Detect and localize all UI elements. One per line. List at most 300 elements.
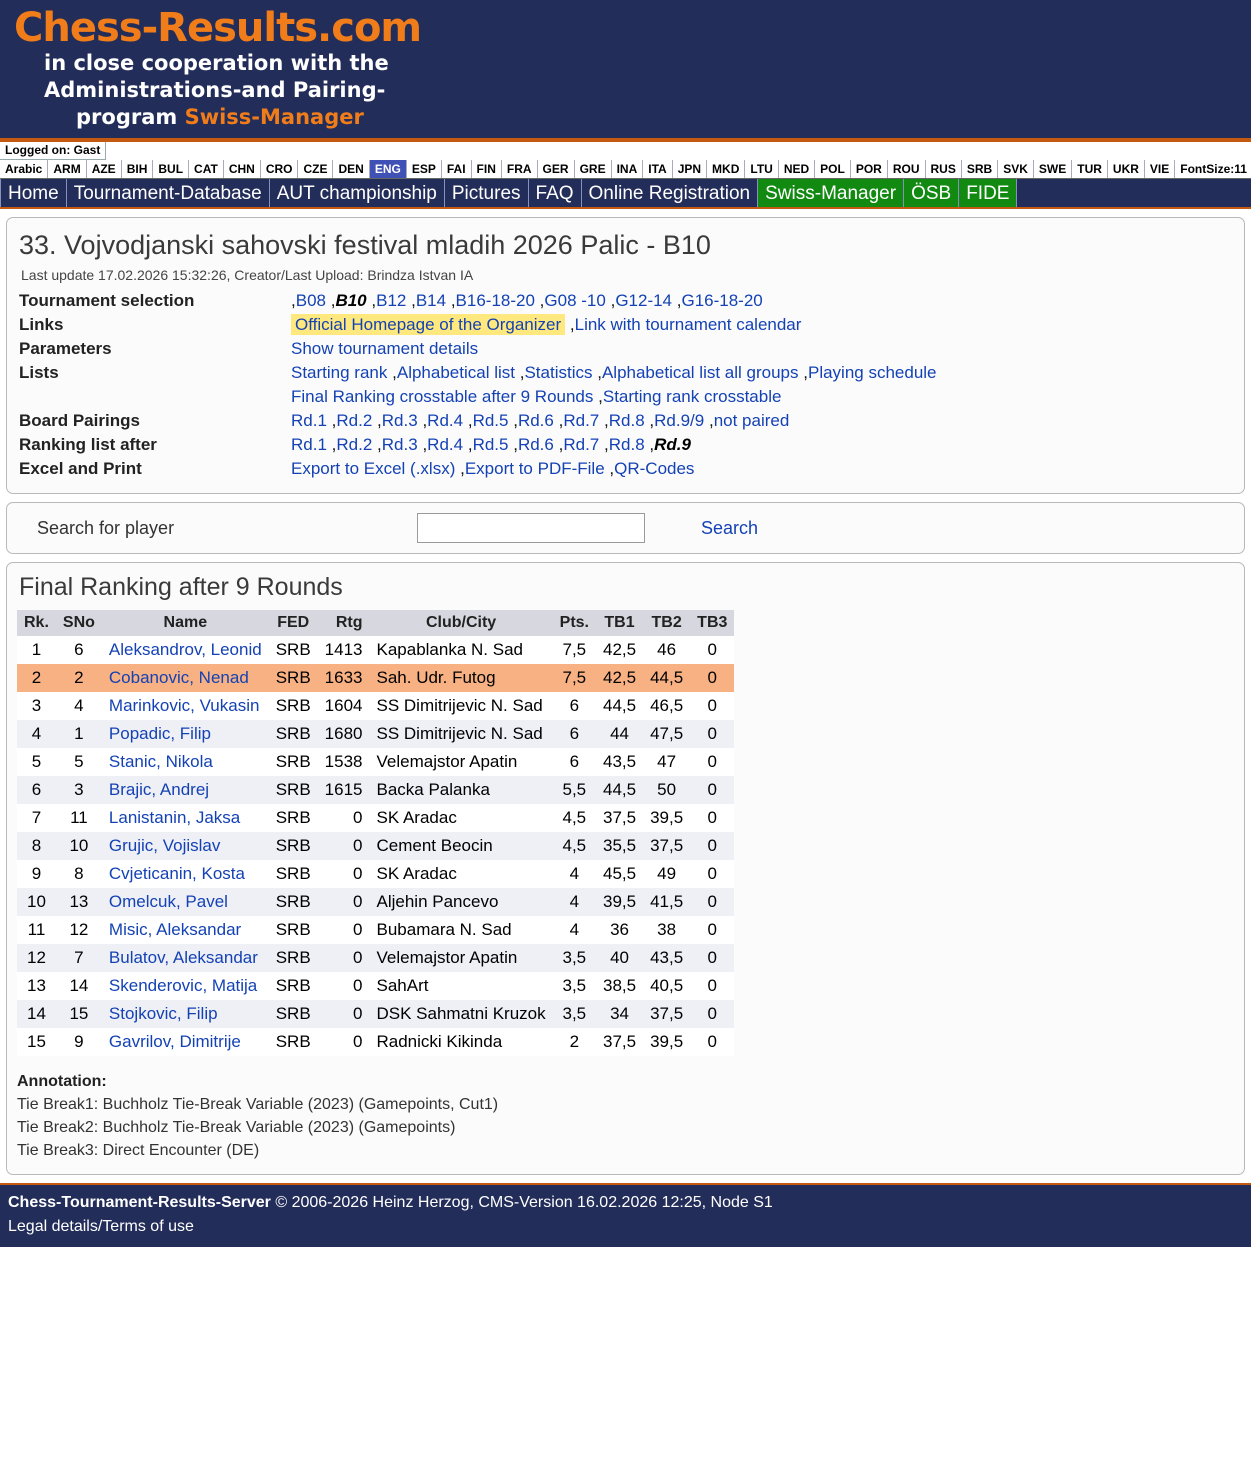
language-option-esp[interactable]: ESP [407,160,442,178]
language-option-ger[interactable]: GER [538,160,575,178]
cell-sno: 6 [56,636,102,664]
cell-tb2: 39,5 [643,1028,690,1056]
info-separator: , [411,291,416,310]
cell-tb1: 34 [596,1000,643,1028]
cell-sno: 4 [56,692,102,720]
language-option-fai[interactable]: FAI [442,160,472,178]
language-option-ita[interactable]: ITA [643,160,672,178]
language-option-arabic[interactable]: Arabic [0,160,48,178]
info-link[interactable]: Show tournament details [291,339,479,358]
cell-rk: 11 [17,916,56,944]
nav-item--sb[interactable]: ÖSB [904,179,959,207]
info-link[interactable]: Alphabetical list [396,363,515,382]
language-option-gre[interactable]: GRE [575,160,612,178]
cell-rtg: 0 [318,916,370,944]
search-input[interactable] [417,513,645,543]
player-name-link[interactable]: Cobanovic, Nenad [108,668,249,687]
info-separator: , [377,435,382,454]
cell-tb2: 41,5 [643,888,690,916]
language-bar[interactable] [0,160,1251,179]
cell-tb1: 44 [596,720,643,748]
table-row [17,916,734,944]
cell-fed: SRB [269,664,318,692]
cell-pts: 4 [553,860,596,888]
info-link[interactable]: Rd.4 [427,411,464,430]
cell-rtg: 0 [318,888,370,916]
language-option-cze[interactable]: CZE [298,160,333,178]
ranking-column-header[interactable]: Rk. [17,610,56,636]
ranking-column-header[interactable]: SNo [56,610,102,636]
info-row-label: Parameters [19,339,112,358]
cell-name [102,720,269,748]
info-link[interactable]: Rd.3 [381,411,418,430]
cell-club: SS Dimitrijevic N. Sad [370,720,553,748]
cell-sno: 3 [56,776,102,804]
cell-rk: 6 [17,776,56,804]
cell-club: Bubamara N. Sad [370,916,553,944]
cell-tb1: 37,5 [596,1028,643,1056]
cell-sno: 7 [56,944,102,972]
info-row [19,457,937,481]
player-name-link[interactable]: Lanistanin, Jaksa [108,808,241,827]
info-separator: , [604,435,609,454]
info-separator: , [450,291,456,310]
banner-swiss-manager-word: Swiss-Manager [184,105,364,129]
main-navigation[interactable] [0,179,1251,209]
info-link[interactable]: Playing schedule [807,363,937,382]
banner-subtitle-1: in close cooperation with the [44,51,389,75]
cell-club: Velemajstor Apatin [370,748,553,776]
info-row [19,313,937,337]
cell-rk: 15 [17,1028,56,1056]
language-option-svk[interactable]: SVK [998,160,1034,178]
ranking-column-header[interactable]: Club/City [370,610,553,636]
cell-rtg: 0 [318,944,370,972]
info-link[interactable]: Rd.9/9 [654,411,705,430]
cell-club: Velemajstor Apatin [370,944,553,972]
info-separator: , [330,291,336,310]
info-separator: , [539,291,545,310]
player-name-link[interactable]: Stanic, Nikola [108,752,213,771]
cell-pts: 7,5 [553,664,596,692]
cell-rk: 14 [17,1000,56,1028]
language-option-cat[interactable]: CAT [189,160,224,178]
cell-fed: SRB [269,776,318,804]
info-link[interactable]: Rd.7 [563,411,600,430]
nav-item-fide[interactable]: FIDE [959,179,1017,207]
banner-subtitle-3 [76,104,1251,131]
cell-club: Backa Palanka [370,776,553,804]
ranking-column-header[interactable]: TB2 [643,610,690,636]
annotation-title: Annotation: [17,1073,107,1090]
info-separator: , [708,411,714,430]
annotation-line: Tie Break3: Direct Encounter (DE) [17,1142,260,1159]
cell-rk: 9 [17,860,56,888]
info-link[interactable]: Rd.5 [472,411,509,430]
cell-pts: 3,5 [553,972,596,1000]
cell-name [102,748,269,776]
cell-rtg: 0 [318,972,370,1000]
player-name-link[interactable]: Skenderovic, Matija [108,976,258,995]
site-banner [0,0,1251,140]
info-row-label: Lists [19,363,59,382]
info-link[interactable]: B12 [376,291,407,310]
cell-tb3: 0 [690,720,734,748]
info-separator: , [291,291,296,310]
info-link[interactable]: Alphabetical list all groups [601,363,799,382]
cell-pts: 2 [553,1028,596,1056]
cell-club: Radnicki Kikinda [370,1028,553,1056]
info-separator: , [649,411,655,430]
cell-tb2: 46,5 [643,692,690,720]
info-separator: , [558,411,564,430]
info-separator: , [649,435,655,454]
cell-fed: SRB [269,916,318,944]
language-option-bih[interactable]: BIH [122,160,154,178]
language-option-bul[interactable]: BUL [153,160,189,178]
language-option-den[interactable]: DEN [333,160,369,178]
cell-club: Sah. Udr. Futog [370,664,553,692]
cell-name [102,972,269,1000]
table-row [17,748,734,776]
nav-item-pictures[interactable]: Pictures [445,179,529,207]
cell-sno: 14 [56,972,102,1000]
info-link[interactable]: Rd.1 [291,411,327,430]
cell-rk: 12 [17,944,56,972]
info-row-values [291,457,937,481]
info-row [19,433,937,457]
cell-club: Cement Beocin [370,832,553,860]
footer-legal-link[interactable]: Legal details/Terms of use [8,1218,194,1235]
cell-pts: 3,5 [553,1000,596,1028]
annotation-line: Tie Break1: Buchholz Tie-Break Variable (2023) (Gamepoints, Cut1) [17,1096,499,1113]
info-link[interactable]: Starting rank [291,363,388,382]
table-row [17,664,734,692]
info-current-selection: B10 [335,291,367,310]
nav-item-swiss-manager[interactable]: Swiss-Manager [758,179,904,207]
language-option-arm[interactable]: ARM [48,160,86,178]
player-name-link[interactable]: Marinkovic, Vukasin [108,696,260,715]
info-row [19,337,937,361]
logged-on-label: Logged on: Gast [0,142,106,160]
info-link[interactable]: Link with tournament calendar [574,315,802,334]
cell-tb1: 37,5 [596,804,643,832]
player-name-link[interactable]: Omelcuk, Pavel [108,892,228,911]
ranking-column-header[interactable]: TB3 [690,610,734,636]
cell-pts: 4 [553,888,596,916]
cell-sno: 2 [56,664,102,692]
cell-pts: 6 [553,720,596,748]
cell-rk: 10 [17,888,56,916]
info-separator: , [609,459,615,478]
language-option-swe[interactable]: SWE [1034,160,1072,178]
info-row [19,385,937,409]
info-link[interactable]: Rd.2 [336,435,373,454]
info-row-values [291,409,937,433]
language-option-ina[interactable]: INA [612,160,644,178]
cell-fed: SRB [269,972,318,1000]
info-link-highlighted[interactable]: Official Homepage of the Organizer [291,314,565,335]
cell-rtg: 1615 [318,776,370,804]
info-link[interactable]: Statistics [524,363,593,382]
annotation-lines [17,1093,1234,1162]
cell-tb2: 50 [643,776,690,804]
cell-sno: 10 [56,832,102,860]
info-link[interactable]: Rd.8 [608,435,645,454]
info-link[interactable]: QR-Codes [614,459,695,478]
language-option-aze[interactable]: AZE [87,160,122,178]
cell-rtg: 0 [318,1028,370,1056]
cell-pts: 6 [553,692,596,720]
info-link[interactable]: Rd.7 [563,435,600,454]
player-name-link[interactable]: Brajic, Andrej [108,780,210,799]
site-footer [0,1183,1251,1247]
cell-tb3: 0 [690,664,734,692]
cell-rtg: 1680 [318,720,370,748]
player-name-link[interactable]: Aleksandrov, Leonid [108,640,262,659]
cell-club: SahArt [370,972,553,1000]
info-link[interactable]: Export to Excel (.xlsx) [291,459,456,478]
info-link[interactable]: Rd.1 [291,435,327,454]
player-name-link[interactable]: Grujic, Vojislav [108,836,221,855]
language-option-jpn[interactable]: JPN [673,160,707,178]
info-row-values [291,433,937,457]
cell-pts: 6 [553,748,596,776]
cell-name [102,636,269,664]
info-link[interactable]: Rd.3 [381,435,418,454]
cell-sno: 9 [56,1028,102,1056]
table-row [17,832,734,860]
tournament-info-panel [6,217,1245,494]
info-separator: , [610,291,616,310]
cell-rk: 5 [17,748,56,776]
cell-tb3: 0 [690,916,734,944]
nav-item-tournament-database[interactable]: Tournament-Database [67,179,270,207]
language-option-srb[interactable]: SRB [962,160,998,178]
ranking-column-header[interactable]: Name [102,610,269,636]
info-separator: , [558,435,564,454]
cell-name [102,776,269,804]
info-row-label: Ranking list after [19,435,157,454]
table-row [17,692,734,720]
ranking-column-header[interactable]: FED [269,610,318,636]
cell-tb1: 35,5 [596,832,643,860]
cell-tb2: 40,5 [643,972,690,1000]
info-current-selection: Rd.9 [654,435,691,454]
info-link[interactable]: B16-18-20 [455,291,535,310]
player-name-link[interactable]: Stojkovic, Filip [108,1004,218,1023]
cell-name [102,664,269,692]
cell-rtg: 1633 [318,664,370,692]
nav-item-aut-championship[interactable]: AUT championship [270,179,445,207]
language-option-tur[interactable]: TUR [1072,160,1108,178]
language-option-ltu[interactable]: LTU [745,160,778,178]
language-option-ukr[interactable]: UKR [1108,160,1145,178]
cell-fed: SRB [269,804,318,832]
info-link[interactable]: Rd.2 [336,411,373,430]
language-option-ned[interactable]: NED [779,160,815,178]
player-name-link[interactable]: Misic, Aleksandar [108,920,242,939]
cell-pts: 3,5 [553,944,596,972]
info-row [19,289,937,313]
player-name-link[interactable]: Popadic, Filip [108,724,211,743]
info-row-label: Links [19,315,64,334]
cell-rk: 8 [17,832,56,860]
language-option-pol[interactable]: POL [815,160,851,178]
cell-rk: 3 [17,692,56,720]
info-link[interactable]: G16-18-20 [681,291,763,310]
info-link[interactable]: Rd.4 [427,435,464,454]
info-separator: , [392,363,397,382]
cell-name [102,692,269,720]
cell-fed: SRB [269,720,318,748]
language-option-eng[interactable]: ENG [370,160,407,178]
language-option-rou[interactable]: ROU [888,160,926,178]
cell-fed: SRB [269,888,318,916]
info-row-label [19,385,291,409]
cell-tb3: 0 [690,804,734,832]
cell-fed: SRB [269,832,318,860]
info-link[interactable]: Rd.6 [517,411,554,430]
language-option-fra[interactable]: FRA [502,160,538,178]
cell-pts: 4,5 [553,832,596,860]
cell-club: SS Dimitrijevic N. Sad [370,692,553,720]
player-name-link[interactable]: Bulatov, Aleksandar [108,948,258,967]
cell-rtg: 1413 [318,636,370,664]
cell-pts: 4,5 [553,804,596,832]
cell-sno: 15 [56,1000,102,1028]
cell-rtg: 1604 [318,692,370,720]
cell-tb3: 0 [690,776,734,804]
cell-tb1: 45,5 [596,860,643,888]
cell-fed: SRB [269,944,318,972]
info-separator: , [467,435,473,454]
table-row [17,636,734,664]
cell-tb2: 47 [643,748,690,776]
info-link[interactable]: Starting rank crosstable [602,387,782,406]
cell-name [102,916,269,944]
info-separator: , [519,363,525,382]
info-link[interactable]: Rd.5 [472,435,509,454]
cell-pts: 7,5 [553,636,596,664]
cell-rtg: 0 [318,832,370,860]
info-link[interactable]: Export to PDF-File [464,459,605,478]
cell-sno: 11 [56,804,102,832]
info-link[interactable]: G08 -10 [544,291,606,310]
info-separator: , [604,411,609,430]
table-row [17,944,734,972]
cell-sno: 8 [56,860,102,888]
table-row [17,804,734,832]
info-row-values [291,289,937,313]
ranking-column-header[interactable]: TB1 [596,610,643,636]
info-row-label: Tournament selection [19,291,195,310]
cell-tb3: 0 [690,636,734,664]
annotation-line: Tie Break2: Buchholz Tie-Break Variable (2023) (Gamepoints) [17,1119,456,1136]
player-name-link[interactable]: Gavrilov, Dimitrije [108,1032,241,1051]
cell-rtg: 0 [318,1000,370,1028]
info-link[interactable]: Rd.6 [517,435,554,454]
language-option-cro[interactable]: CRO [261,160,299,178]
cell-name [102,804,269,832]
tournament-links-table [19,289,937,481]
cell-tb3: 0 [690,832,734,860]
info-separator: , [569,315,575,334]
info-link[interactable]: Final Ranking crosstable after 9 Rounds [291,387,594,406]
info-link[interactable]: G12-14 [615,291,673,310]
footer-line-1 [8,1191,1243,1215]
banner-subtitle-2: Administrations-and Pairing- [44,78,386,102]
player-name-link[interactable]: Cvjeticanin, Kosta [108,864,245,883]
ranking-column-header[interactable]: Rtg [318,610,370,636]
cell-tb3: 0 [690,944,734,972]
cell-rk: 4 [17,720,56,748]
cell-sno: 1 [56,720,102,748]
info-row [19,361,937,385]
cell-club: Kapablanka N. Sad [370,636,553,664]
language-option-por[interactable]: POR [851,160,888,178]
info-separator: , [422,435,428,454]
info-row-values [291,361,937,385]
info-link[interactable]: B14 [415,291,447,310]
cell-pts: 4 [553,916,596,944]
info-row-label: Board Pairings [19,411,140,430]
language-option-chn[interactable]: CHN [224,160,261,178]
cell-tb2: 44,5 [643,664,690,692]
info-link[interactable]: not paired [713,411,790,430]
cell-club: Aljehin Pancevo [370,888,553,916]
nav-item-faq[interactable]: FAQ [529,179,582,207]
info-separator: , [422,411,428,430]
cell-name [102,860,269,888]
language-option-rus[interactable]: RUS [926,160,962,178]
table-row [17,888,734,916]
language-option-fontsize-11[interactable]: FontSize:11 [1180,162,1247,176]
table-row [17,1028,734,1056]
info-link[interactable]: Rd.8 [608,411,645,430]
info-separator: , [513,435,518,454]
cell-tb1: 40 [596,944,643,972]
cell-tb1: 43,5 [596,748,643,776]
info-separator: , [331,435,337,454]
language-option-mkd[interactable]: MKD [707,160,745,178]
cell-tb2: 39,5 [643,804,690,832]
info-separator: , [371,291,377,310]
ranking-heading: Final Ranking after 9 Rounds [19,573,343,601]
info-separator: , [513,411,518,430]
cell-pts: 5,5 [553,776,596,804]
cell-fed: SRB [269,636,318,664]
ranking-column-header[interactable]: Pts. [553,610,596,636]
language-option-fin[interactable]: FIN [472,160,502,178]
cell-name [102,832,269,860]
player-search-panel [6,502,1245,554]
info-link[interactable]: B08 [295,291,326,310]
cell-tb3: 0 [690,1000,734,1028]
cell-club: DSK Sahmatni Kruzok [370,1000,553,1028]
language-option-vie[interactable]: VIE [1145,160,1175,178]
cell-name [102,1000,269,1028]
nav-item-online-registration[interactable]: Online Registration [582,179,759,207]
cell-sno: 13 [56,888,102,916]
cell-tb3: 0 [690,972,734,1000]
info-row-values [291,385,937,409]
nav-item-home[interactable]: Home [0,179,67,207]
annotation-block [17,1070,1234,1162]
search-button[interactable]: Search [701,517,759,538]
cell-fed: SRB [269,1028,318,1056]
banner-program-word: program [76,105,178,129]
